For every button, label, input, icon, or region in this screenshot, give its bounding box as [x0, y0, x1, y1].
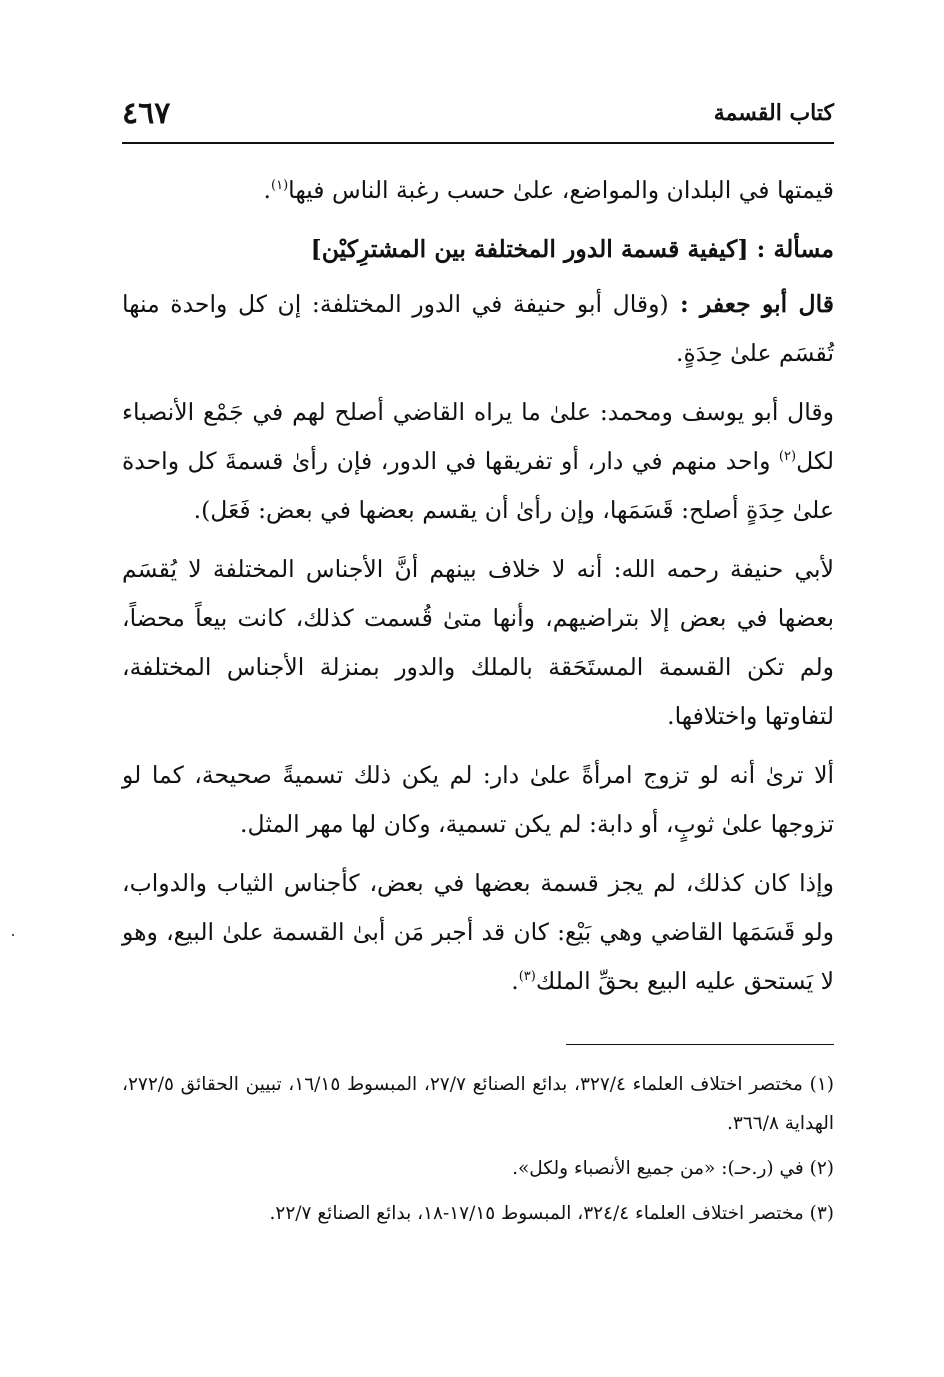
footnote-2: (٢) في (ر.حـ): «من جميع الأنصباء ولكل». [512, 1158, 834, 1179]
footnote-1: (١) مختصر اختلاف العلماء ٣٢٧/٤، بدائع الصنائع ٢٧/٧، المبسوط ١٦/١٥، تبيين الحقائق ٢٧٢/٥، الهداية ٣٦٦/٨. [122, 1074, 834, 1134]
paragraph-5: ألا ترىٰ أنه لو تزوج امرأةً علىٰ دار: لم يكن ذلك تسميةً صحيحة، كما لو تزوجها علىٰ ثوبٍ، أو دابة: لم يكن تسمية، وكان لها مهر المثل. [122, 761, 834, 838]
paragraph-6 [122, 859, 834, 1006]
paragraph-2-text: (وقال أبو حنيفة في الدور المختلفة: إن كل واحدة منها تُقسَم علىٰ حِدَةٍ. [122, 290, 834, 367]
page-number: ٤٦٧ [122, 96, 171, 131]
footnote-3: (٣) مختصر اختلاف العلماء ٣٢٤/٤، المبسوط ١٧/١٥-١٨، بدائع الصنائع ٢٢/٧. [269, 1203, 834, 1224]
paragraph-3-text-b: واحد منهم في دار، أو تفريقها في الدور، فإن رأىٰ قسمةَ كل واحدة علىٰ حِدَةٍ أصلح: قَسَمَها، وإن رأىٰ أن يقسم بعضها في بعض: فَعَل). [122, 447, 834, 524]
paragraph-2 [122, 280, 834, 378]
speaker-label: قال أبو جعفر : [668, 290, 834, 318]
footnote-rule [566, 1044, 834, 1045]
header-rule [122, 142, 834, 144]
paragraph-4: لأبي حنيفة رحمه الله: أنه لا خلاف بينهم أنَّ الأجناس المختلفة لا يُقسَم بعضها في بعض إلا بتراضيهم، وأنها متىٰ قُسمت كذلك، كانت بيعاً محضاً، ولم تكن القسمة المستَحَقة بالملك والدور بمنزلة الأجناس المختلفة، لتفاوتها واختلافها. [122, 555, 834, 730]
section-title: مسألة : [كيفية قسمة الدور المختلفة بين المشترِكيْن] [310, 235, 834, 263]
book-page [122, 96, 834, 1239]
scan-speck [12, 934, 14, 936]
footnote-ref-2: (٢) [778, 449, 797, 465]
footnote-ref-1: (١) [271, 178, 289, 194]
paragraph-3 [122, 388, 834, 535]
paragraph-6-text: وإذا كان كذلك، لم يجز قسمة بعضها في بعض، كأجناس الثياب والدواب، ولو قَسَمَها القاضي وهي بَيْع: كان قد أجبر مَن أبىٰ القسمة علىٰ البيع، وهو لا يَستحق عليه البيع بحقِّ الملك [122, 869, 834, 995]
footnotes [122, 1065, 834, 1233]
paragraph-1-end: . [263, 176, 272, 204]
paragraph-1-text: قيمتها في البلدان والمواضع، علىٰ حسب رغبة الناس فيها [288, 176, 834, 204]
running-header [122, 96, 834, 142]
paragraph-3-text-a: وقال أبو يوسف ومحمد: علىٰ ما يراه القاضي أصلح لهم في جَمْع الأنصباء لكل [122, 398, 834, 475]
chapter-title: كتاب القسمة [713, 100, 834, 126]
footnote-ref-3: (٣) [518, 969, 536, 985]
paragraph-1 [122, 166, 834, 215]
paragraph-6-end: . [511, 967, 519, 995]
main-text [122, 166, 834, 1006]
